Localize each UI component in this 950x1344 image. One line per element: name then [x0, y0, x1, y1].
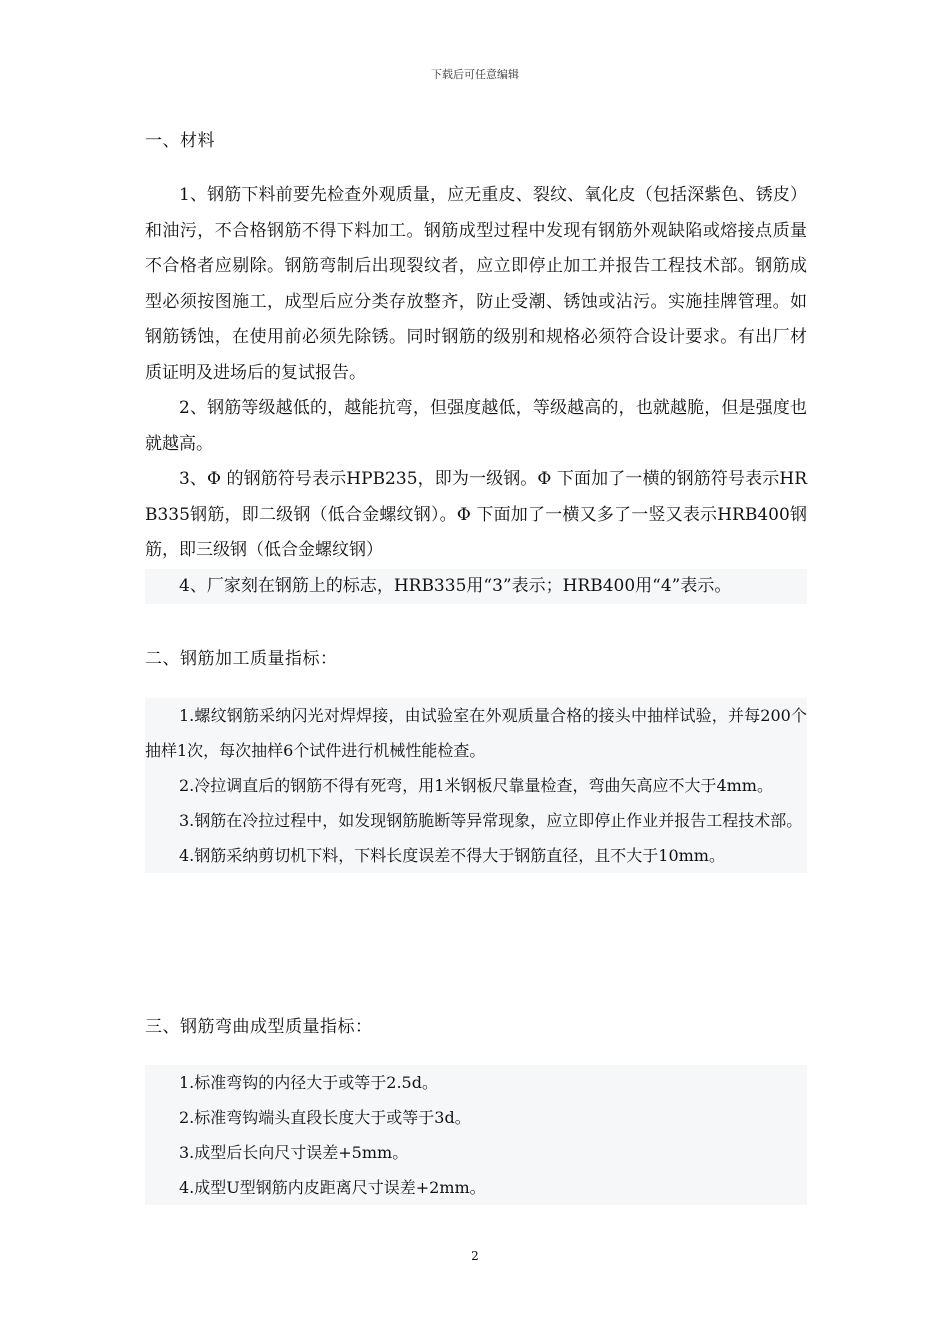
materials-paragraph-1: 1、钢筋下料前要先检查外观质量，应无重皮、裂纹、氧化皮（包括深紫色、锈皮）和油污，不合格钢筋不得下料加工。钢筋成型过程中发现有钢筋外观缺陷或熔接点质量不合格者应剔除。钢筋弯制后出现裂纹者，应立即停止加工并报告工程技术部。钢筋成型必须按图施工，成型后应分类存放整齐，防止受潮、锈蚀或沾污。实施挂牌管理。如钢筋锈蚀，在使用前必须先除锈。同时钢筋的级别和规格必须符合设计要求。有出厂材质证明及进场后的复试报告。	[145, 185, 807, 383]
materials-paragraph-3: 3、Φ 的钢筋符号表示HPB235，即为一级钢。Φ 下面加了一横的钢筋符号表示HRB335钢筋，即二级钢（低合金螺纹钢）。Φ 下面加了一横又多了一竖又表示HRB400钢筋，即三级钢（低合金螺纹钢）	[145, 469, 807, 560]
page-number: 2	[471, 1249, 479, 1263]
bending-item-2: 2.标准弯钩端头直段长度大于或等于3d。	[179, 1108, 471, 1127]
processing-items	[145, 698, 807, 873]
page-header: 下载后可任意编辑	[431, 68, 519, 81]
section-heading-bending: 三、钢筋弯曲成型质量指标：	[145, 1017, 373, 1037]
materials-paragraph-4: 4、厂家刻在钢筋上的标志，HRB335用“3”表示；HRB400用“4”表示。	[145, 569, 807, 605]
processing-item-3: 3.钢筋在冷拉过程中，如发现钢筋脆断等异常现象，应立即停止作业并报告工程技术部。	[179, 811, 803, 830]
materials-paragraph-2: 2、钢筋等级越低的，越能抗弯，但强度越低，等级越高的，也就越脆，但是强度也就越高。	[145, 398, 807, 454]
materials-body	[145, 178, 807, 604]
section-heading-materials: 一、材料	[145, 131, 215, 151]
bending-item-4: 4.成型U型钢筋内皮距离尺寸误差+2mm。	[179, 1178, 486, 1197]
bending-item-1: 1.标准弯钩的内径大于或等于2.5d。	[179, 1073, 438, 1092]
processing-item-2: 2.冷拉调直后的钢筋不得有死弯，用1米钢板尺靠量检查，弯曲矢高应不大于4mm。	[179, 776, 773, 795]
bending-items	[145, 1065, 807, 1205]
processing-item-1: 1.螺纹钢筋采纳闪光对焊焊接，由试验室在外观质量合格的接头中抽样试验，并每200个抽样1次，每次抽样6个试件进行机械性能检查。	[145, 706, 807, 760]
processing-item-4: 4.钢筋采纳剪切机下料，下料长度误差不得大于钢筋直径，且不大于10mm。	[179, 846, 725, 865]
section-heading-processing: 二、钢筋加工质量指标：	[145, 649, 338, 669]
bending-item-3: 3.成型后长向尺寸误差+5mm。	[179, 1143, 409, 1162]
